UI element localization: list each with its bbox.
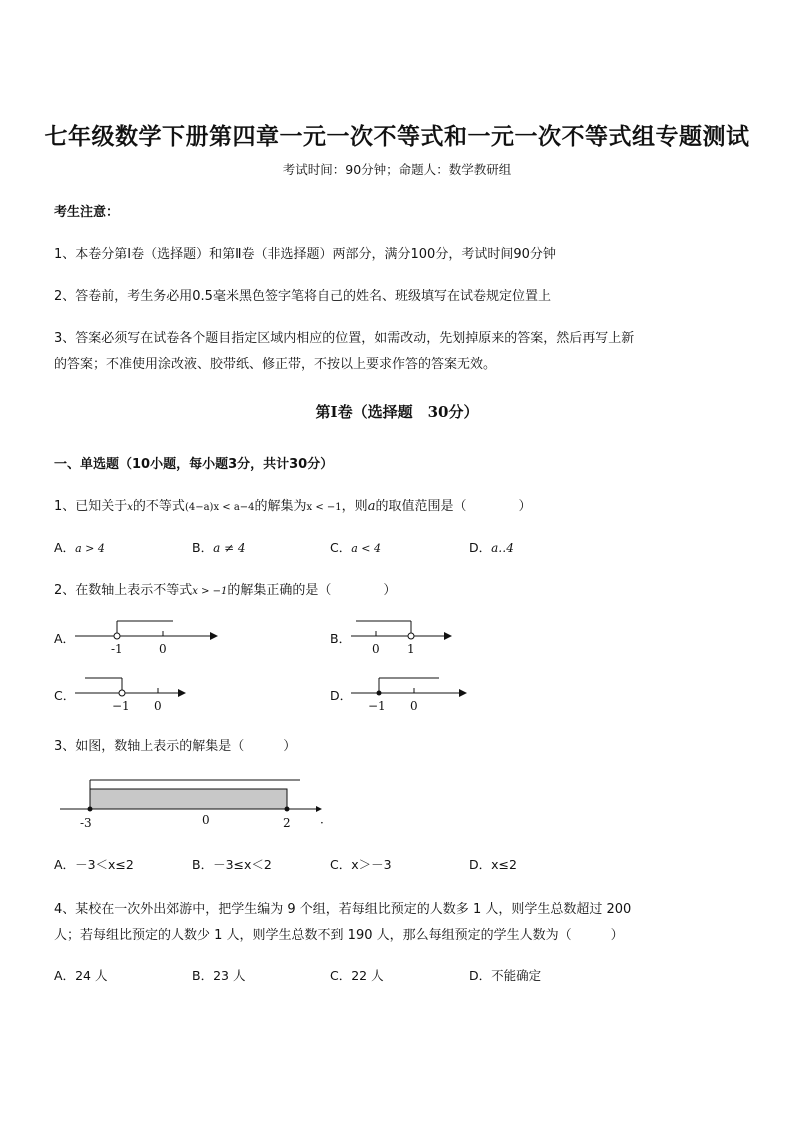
q1-option-d[interactable] (469, 538, 514, 556)
q2-inequality: x > −1 (192, 586, 228, 597)
closed-dot (377, 691, 382, 696)
question-1-stem (54, 495, 531, 514)
axis-arrow-icon (178, 689, 186, 697)
option-expr: a < 4 (351, 542, 382, 555)
q1-text-5: 的取值范围是（ ） (375, 499, 532, 514)
q4-option-b[interactable] (192, 966, 245, 984)
option-label: C． (330, 968, 352, 983)
axis-end-mark: · (320, 816, 324, 830)
open-circle (408, 633, 414, 639)
tick-label-1: 1 (407, 642, 415, 656)
axis-arrow-icon (210, 632, 218, 640)
q1-option-a[interactable] (54, 538, 105, 556)
q2-option-c-label[interactable]: C． (54, 688, 76, 703)
option-label: A． (54, 857, 76, 872)
option-text: 23 人 (213, 968, 246, 983)
option-expr: a‥4 (491, 541, 514, 555)
part-heading: 一、单选题（10小题，每小题3分，共计30分） (54, 457, 334, 472)
option-label: D． (469, 857, 492, 872)
q1-option-c[interactable] (330, 538, 381, 556)
option-label: D． (469, 540, 492, 555)
q1-var-a: a (367, 499, 376, 514)
option-expr: x≤2 (491, 857, 517, 872)
tick-label-neg3: -3 (80, 816, 92, 830)
q1-text-4: ，则 (341, 499, 368, 514)
q2-option-c-number-line (70, 671, 190, 715)
q1-solution: x < −1 (306, 502, 342, 513)
question-2-stem (54, 579, 396, 598)
q4-option-d[interactable] (469, 966, 541, 984)
notice-item-3-line-2: 的答案；不准使用涂改液、胶带纸、修正带，不按以上要求作答的答案无效。 (54, 357, 497, 372)
tick-label-0: 0 (372, 642, 380, 656)
q2-option-b-label[interactable]: B． (330, 631, 352, 646)
q3-option-d[interactable] (469, 855, 517, 873)
q1-text-3: 的解集为 (254, 499, 307, 514)
exam-title: 七年级数学下册第四章一元一次不等式和一元一次不等式组专题测试 (44, 123, 750, 150)
tick-label-2: 2 (283, 816, 291, 830)
q1-text-2: 的不等式 (132, 499, 185, 514)
q2-option-a-label[interactable]: A． (54, 631, 76, 646)
q3-option-c[interactable] (330, 855, 392, 873)
q2-text-2: 的解集正确的是（ ） (227, 583, 397, 598)
option-label: A． (54, 968, 76, 983)
q3-option-a[interactable] (54, 855, 134, 873)
shaded-interval (90, 789, 287, 809)
option-expr: －3≤x＜2 (213, 857, 272, 872)
question-3-stem: 3、如图，数轴上表示的解集是（ ） (54, 739, 297, 754)
notice-heading: 考生注意： (54, 205, 120, 220)
option-label: D． (469, 968, 492, 983)
option-label: A． (54, 540, 76, 555)
notice-item-3-line-1: 3、答案必须写在试卷各个题目指定区域内相应的位置，如需改动，先划掉原来的答案，然后再写上新 (54, 331, 635, 346)
option-expr: x＞－3 (351, 857, 392, 872)
open-circle (114, 633, 120, 639)
q2-option-d-label[interactable]: D． (330, 688, 353, 703)
tick-label-neg1: -1 (111, 642, 123, 656)
notice-item-2: 2、答卷前，考生务必用0.5毫米黑色签字笔将自己的姓名、班级填写在试卷规定位置上 (54, 289, 551, 304)
option-text: 24 人 (75, 968, 108, 983)
option-text: 不能确定 (491, 968, 542, 983)
tick-label-0: 0 (154, 699, 162, 713)
section-title: 第Ⅰ卷（选择题 30分） (315, 403, 479, 421)
q4-option-c[interactable] (330, 966, 384, 984)
notice-item-1: 1、本卷分第Ⅰ卷（选择题）和第Ⅱ卷（非选择题）两部分，满分100分，考试时间90分钟 (54, 247, 556, 262)
q2-option-d-number-line (346, 671, 471, 715)
question-4-line-2: 人；若每组比预定的人数少 1 人，则学生总数不到 190 人，那么每组预定的学生人数为（ ） (54, 928, 624, 943)
option-label: B． (192, 857, 214, 872)
option-label: B． (192, 540, 214, 555)
q2-option-a-number-line (70, 614, 220, 658)
q3-number-line-figure (58, 772, 328, 832)
q2-option-b-number-line (346, 614, 456, 658)
option-expr: a > 4 (75, 542, 105, 555)
tick-label-neg1: −1 (112, 699, 130, 713)
q1-option-b[interactable] (192, 538, 246, 556)
option-label: C． (330, 540, 352, 555)
axis-arrow-icon (459, 689, 467, 697)
option-text: 22 人 (351, 968, 384, 983)
q2-text-1: 2、在数轴上表示不等式 (54, 583, 193, 598)
q1-var-x: x (127, 502, 133, 513)
question-4-line-1: 4、某校在一次外出郊游中，把学生编为 9 个组，若每组比预定的人数多 1 人，则学生总数超过 200 (54, 902, 632, 917)
open-circle (119, 690, 125, 696)
exam-subtitle: 考试时间：90分钟；命题人：数学教研组 (282, 162, 512, 177)
tick-label-neg1: −1 (368, 699, 386, 713)
tick-label-0: 0 (159, 642, 167, 656)
q4-option-a[interactable] (54, 966, 107, 984)
q1-text-1: 1、已知关于 (54, 499, 128, 514)
option-label: B． (192, 968, 214, 983)
closed-dot-right (285, 807, 290, 812)
tick-label-0: 0 (202, 813, 210, 827)
closed-dot-left (88, 807, 93, 812)
tick-label-0: 0 (410, 699, 418, 713)
axis-arrow-icon (444, 632, 452, 640)
q1-inequality: (4−a)x < a−4 (184, 502, 255, 513)
q3-option-b[interactable] (192, 855, 272, 873)
axis-arrow-icon (316, 806, 322, 812)
option-label: C． (330, 857, 352, 872)
option-expr: a ≠ 4 (213, 541, 246, 555)
option-expr: －3＜x≤2 (75, 857, 134, 872)
